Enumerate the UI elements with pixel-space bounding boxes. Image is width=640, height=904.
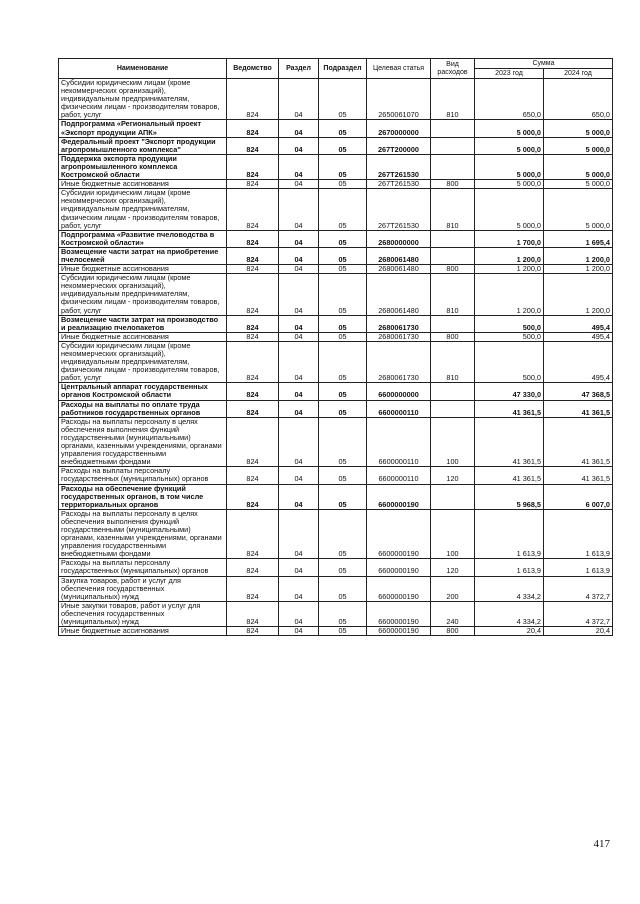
cell-2023: 41 361,5: [475, 400, 544, 417]
table-row: [59, 189, 613, 230]
cell-name: Центральный аппарат государственных органов Костромской области: [59, 383, 227, 400]
table-row: [59, 230, 613, 247]
cell-2024: 495,4: [544, 315, 613, 332]
cell-2023: 5 000,0: [475, 154, 544, 179]
cell-vid: 800: [431, 265, 475, 274]
cell-name: Иные бюджетные ассигнования: [59, 180, 227, 189]
cell-target: 267T261530: [367, 180, 431, 189]
table-row: [59, 559, 613, 576]
cell-vedomstvo: 824: [227, 400, 279, 417]
cell-2023: 1 613,9: [475, 509, 544, 559]
cell-podrazdel: 05: [319, 576, 367, 601]
cell-2023: 500,0: [475, 315, 544, 332]
cell-2023: 41 361,5: [475, 417, 544, 467]
cell-vedomstvo: 824: [227, 509, 279, 559]
cell-razdel: 04: [279, 180, 319, 189]
cell-razdel: 04: [279, 417, 319, 467]
cell-podrazdel: 05: [319, 247, 367, 264]
cell-2024: 1 613,9: [544, 509, 613, 559]
table-row: [59, 154, 613, 179]
cell-2024: 1 200,0: [544, 274, 613, 315]
table-body: [59, 79, 613, 636]
cell-target: 6600000190: [367, 601, 431, 626]
cell-2024: 6 007,0: [544, 484, 613, 509]
cell-vid: 810: [431, 274, 475, 315]
cell-name: Иные бюджетные ассигнования: [59, 627, 227, 636]
cell-razdel: 04: [279, 627, 319, 636]
cell-vedomstvo: 824: [227, 247, 279, 264]
cell-podrazdel: 05: [319, 265, 367, 274]
table-row: [59, 383, 613, 400]
cell-2023: 1 613,9: [475, 559, 544, 576]
table-row: [59, 509, 613, 559]
cell-2024: 5 000,0: [544, 137, 613, 154]
cell-podrazdel: 05: [319, 230, 367, 247]
cell-razdel: 04: [279, 79, 319, 120]
cell-vid: [431, 383, 475, 400]
table-row: [59, 400, 613, 417]
cell-razdel: 04: [279, 247, 319, 264]
cell-podrazdel: 05: [319, 417, 367, 467]
cell-podrazdel: 05: [319, 341, 367, 382]
cell-name: Подпрограмма «Развитие пчеловодства в Костромской области»: [59, 230, 227, 247]
table-row: [59, 315, 613, 332]
cell-2023: 20,4: [475, 627, 544, 636]
cell-2023: 1 200,0: [475, 274, 544, 315]
cell-vid: 100: [431, 417, 475, 467]
header-razdel: Раздел: [279, 59, 319, 79]
budget-table: [58, 58, 613, 636]
cell-name: Расходы на выплаты персоналу в целях обеспечения выполнения функций государственными (муниципальными) органами, казенными учреждениями, органами управления государственными внебюджетными фондами: [59, 417, 227, 467]
cell-name: Субсидии юридическим лицам (кроме некоммерческих организаций), индивидуальным предпринимателям, физическим лицам - производителям товаров, работ, услуг: [59, 341, 227, 382]
cell-name: Субсидии юридическим лицам (кроме некоммерческих организаций), индивидуальным предпринимателям, физическим лицам - производителям товаров, работ, услуг: [59, 274, 227, 315]
cell-razdel: 04: [279, 383, 319, 400]
cell-target: 2680061730: [367, 332, 431, 341]
table-row: [59, 627, 613, 636]
cell-vid: [431, 247, 475, 264]
cell-vedomstvo: 824: [227, 120, 279, 137]
header-target: Целевая статья: [367, 59, 431, 79]
cell-target: 2680061480: [367, 274, 431, 315]
cell-razdel: 04: [279, 509, 319, 559]
cell-razdel: 04: [279, 120, 319, 137]
cell-name: Расходы на выплаты персоналу государственных (муниципальных) органов: [59, 559, 227, 576]
cell-vid: 100: [431, 509, 475, 559]
cell-vedomstvo: 824: [227, 559, 279, 576]
cell-vid: [431, 154, 475, 179]
cell-target: 2680061480: [367, 265, 431, 274]
header-name: Наименование: [59, 59, 227, 79]
cell-target: 2680000000: [367, 230, 431, 247]
header-podrazdel: Подраздел: [319, 59, 367, 79]
cell-2024: 495,4: [544, 332, 613, 341]
cell-2023: 5 000,0: [475, 120, 544, 137]
table-row: [59, 467, 613, 484]
cell-podrazdel: 05: [319, 559, 367, 576]
cell-2024: 1 200,0: [544, 247, 613, 264]
cell-vedomstvo: 824: [227, 467, 279, 484]
cell-razdel: 04: [279, 189, 319, 230]
cell-podrazdel: 05: [319, 601, 367, 626]
cell-vedomstvo: 824: [227, 417, 279, 467]
cell-2024: 5 000,0: [544, 120, 613, 137]
cell-name: Расходы на выплаты по оплате труда работников государственных органов: [59, 400, 227, 417]
cell-razdel: 04: [279, 559, 319, 576]
cell-vid: [431, 484, 475, 509]
cell-vedomstvo: 824: [227, 189, 279, 230]
table-row: [59, 247, 613, 264]
cell-vedomstvo: 824: [227, 137, 279, 154]
cell-vid: 810: [431, 189, 475, 230]
cell-vid: 240: [431, 601, 475, 626]
table-row: [59, 341, 613, 382]
cell-2023: 4 334,2: [475, 576, 544, 601]
cell-2024: 1 200,0: [544, 265, 613, 274]
cell-razdel: 04: [279, 576, 319, 601]
cell-vid: 810: [431, 341, 475, 382]
cell-target: 2680061730: [367, 315, 431, 332]
cell-vid: 800: [431, 332, 475, 341]
cell-razdel: 04: [279, 601, 319, 626]
cell-vid: 120: [431, 559, 475, 576]
cell-name: Возмещение части затрат на приобретение пчелосемей: [59, 247, 227, 264]
cell-2024: 4 372,7: [544, 576, 613, 601]
cell-vid: [431, 230, 475, 247]
cell-podrazdel: 05: [319, 332, 367, 341]
cell-name: Иные бюджетные ассигнования: [59, 265, 227, 274]
cell-podrazdel: 05: [319, 79, 367, 120]
cell-podrazdel: 05: [319, 137, 367, 154]
cell-2024: 1 695,4: [544, 230, 613, 247]
cell-vedomstvo: 824: [227, 265, 279, 274]
cell-2023: 41 361,5: [475, 467, 544, 484]
cell-vid: [431, 315, 475, 332]
cell-vedomstvo: 824: [227, 274, 279, 315]
cell-2024: 5 000,0: [544, 189, 613, 230]
cell-name: Закупка товаров, работ и услуг для обеспечения государственных (муниципальных) нужд: [59, 576, 227, 601]
cell-target: 267T261530: [367, 154, 431, 179]
cell-target: 267T200000: [367, 137, 431, 154]
cell-2024: 1 613,9: [544, 559, 613, 576]
cell-podrazdel: 05: [319, 154, 367, 179]
cell-2023: 650,0: [475, 79, 544, 120]
cell-vedomstvo: 824: [227, 180, 279, 189]
cell-2024: 20,4: [544, 627, 613, 636]
cell-2024: 4 372,7: [544, 601, 613, 626]
cell-target: 6600000110: [367, 467, 431, 484]
header-vedomstvo: Ведомство: [227, 59, 279, 79]
cell-razdel: 04: [279, 467, 319, 484]
cell-vid: 800: [431, 627, 475, 636]
cell-target: 2650061070: [367, 79, 431, 120]
cell-2023: 4 334,2: [475, 601, 544, 626]
cell-vedomstvo: 824: [227, 154, 279, 179]
cell-razdel: 04: [279, 484, 319, 509]
table-row: [59, 137, 613, 154]
cell-razdel: 04: [279, 154, 319, 179]
cell-2023: 1 200,0: [475, 265, 544, 274]
cell-name: Расходы на обеспечение функций государственных органов, в том числе территориальных органов: [59, 484, 227, 509]
cell-razdel: 04: [279, 341, 319, 382]
cell-podrazdel: 05: [319, 383, 367, 400]
cell-vedomstvo: 824: [227, 383, 279, 400]
cell-vedomstvo: 824: [227, 341, 279, 382]
cell-target: 267T261530: [367, 189, 431, 230]
cell-target: 6600000110: [367, 400, 431, 417]
cell-name: Субсидии юридическим лицам (кроме некоммерческих организаций), индивидуальным предпринимателям, физическим лицам - производителям товаров, работ, услуг: [59, 79, 227, 120]
cell-name: Возмещение части затрат на производство и реализацию пчелопакетов: [59, 315, 227, 332]
header-summa: Сумма: [475, 59, 613, 69]
cell-name: Подпрограмма «Региональный проект «Экспорт продукции АПК»: [59, 120, 227, 137]
cell-razdel: 04: [279, 332, 319, 341]
table-row: [59, 120, 613, 137]
cell-name: Федеральный проект "Экспорт продукции агропромышленного комплекса": [59, 137, 227, 154]
cell-target: 2680061730: [367, 341, 431, 382]
cell-target: 6600000190: [367, 484, 431, 509]
budget-table-sheet: [58, 58, 612, 636]
cell-target: 6600000190: [367, 559, 431, 576]
table-row: [59, 274, 613, 315]
cell-vedomstvo: 824: [227, 79, 279, 120]
cell-podrazdel: 05: [319, 180, 367, 189]
cell-2023: 5 000,0: [475, 137, 544, 154]
cell-2024: 495,4: [544, 341, 613, 382]
table-row: [59, 417, 613, 467]
cell-name: Иные закупки товаров, работ и услуг для обеспечения государственных (муниципальных) нужд: [59, 601, 227, 626]
cell-2023: 500,0: [475, 341, 544, 382]
cell-vid: 120: [431, 467, 475, 484]
cell-2023: 1 200,0: [475, 247, 544, 264]
table-row: [59, 79, 613, 120]
cell-2024: 650,0: [544, 79, 613, 120]
cell-target: 6600000190: [367, 627, 431, 636]
header-year-2023: 2023 год: [475, 69, 544, 79]
cell-2023: 1 700,0: [475, 230, 544, 247]
cell-2023: 5 968,5: [475, 484, 544, 509]
cell-vid: 810: [431, 79, 475, 120]
cell-2024: 5 000,0: [544, 154, 613, 179]
cell-vedomstvo: 824: [227, 601, 279, 626]
cell-podrazdel: 05: [319, 627, 367, 636]
cell-podrazdel: 05: [319, 467, 367, 484]
cell-2024: 41 361,5: [544, 400, 613, 417]
cell-podrazdel: 05: [319, 315, 367, 332]
cell-name: Субсидии юридическим лицам (кроме некоммерческих организаций), индивидуальным предпринимателям, физическим лицам - производителям товаров, работ, услуг: [59, 189, 227, 230]
cell-podrazdel: 05: [319, 484, 367, 509]
header-vid: Вид расходов: [431, 59, 475, 79]
cell-2023: 47 330,0: [475, 383, 544, 400]
cell-vedomstvo: 824: [227, 230, 279, 247]
cell-razdel: 04: [279, 400, 319, 417]
cell-podrazdel: 05: [319, 400, 367, 417]
cell-razdel: 04: [279, 137, 319, 154]
page-number: 417: [593, 838, 610, 850]
cell-podrazdel: 05: [319, 120, 367, 137]
cell-podrazdel: 05: [319, 189, 367, 230]
cell-vid: [431, 120, 475, 137]
cell-vid: [431, 400, 475, 417]
table-header: [59, 59, 613, 79]
cell-vedomstvo: 824: [227, 576, 279, 601]
cell-target: 2680061480: [367, 247, 431, 264]
table-row: [59, 484, 613, 509]
cell-name: Расходы на выплаты персоналу в целях обеспечения выполнения функций государственными (муниципальными) органами, казенными учреждениями, органами управления государственными внебюджетными фондами: [59, 509, 227, 559]
header-year-2024: 2024 год: [544, 69, 613, 79]
table-row: [59, 576, 613, 601]
table-row: [59, 601, 613, 626]
cell-target: 6600000110: [367, 417, 431, 467]
cell-target: 6600000190: [367, 576, 431, 601]
cell-vedomstvo: 824: [227, 315, 279, 332]
cell-vid: 200: [431, 576, 475, 601]
cell-2024: 47 368,5: [544, 383, 613, 400]
cell-2023: 5 000,0: [475, 180, 544, 189]
cell-target: 2670000000: [367, 120, 431, 137]
cell-podrazdel: 05: [319, 274, 367, 315]
cell-vedomstvo: 824: [227, 484, 279, 509]
cell-razdel: 04: [279, 265, 319, 274]
cell-razdel: 04: [279, 230, 319, 247]
cell-razdel: 04: [279, 274, 319, 315]
cell-name: Поддержка экспорта продукции агропромышленного комплекса Костромской области: [59, 154, 227, 179]
cell-vid: [431, 137, 475, 154]
cell-podrazdel: 05: [319, 509, 367, 559]
cell-target: 6600000000: [367, 383, 431, 400]
cell-name: Расходы на выплаты персоналу государственных (муниципальных) органов: [59, 467, 227, 484]
cell-2024: 41 361,5: [544, 467, 613, 484]
cell-2023: 5 000,0: [475, 189, 544, 230]
cell-vid: 800: [431, 180, 475, 189]
cell-2024: 41 361,5: [544, 417, 613, 467]
cell-vedomstvo: 824: [227, 627, 279, 636]
cell-2023: 500,0: [475, 332, 544, 341]
cell-razdel: 04: [279, 315, 319, 332]
cell-2024: 5 000,0: [544, 180, 613, 189]
cell-name: Иные бюджетные ассигнования: [59, 332, 227, 341]
cell-target: 6600000190: [367, 509, 431, 559]
cell-vedomstvo: 824: [227, 332, 279, 341]
